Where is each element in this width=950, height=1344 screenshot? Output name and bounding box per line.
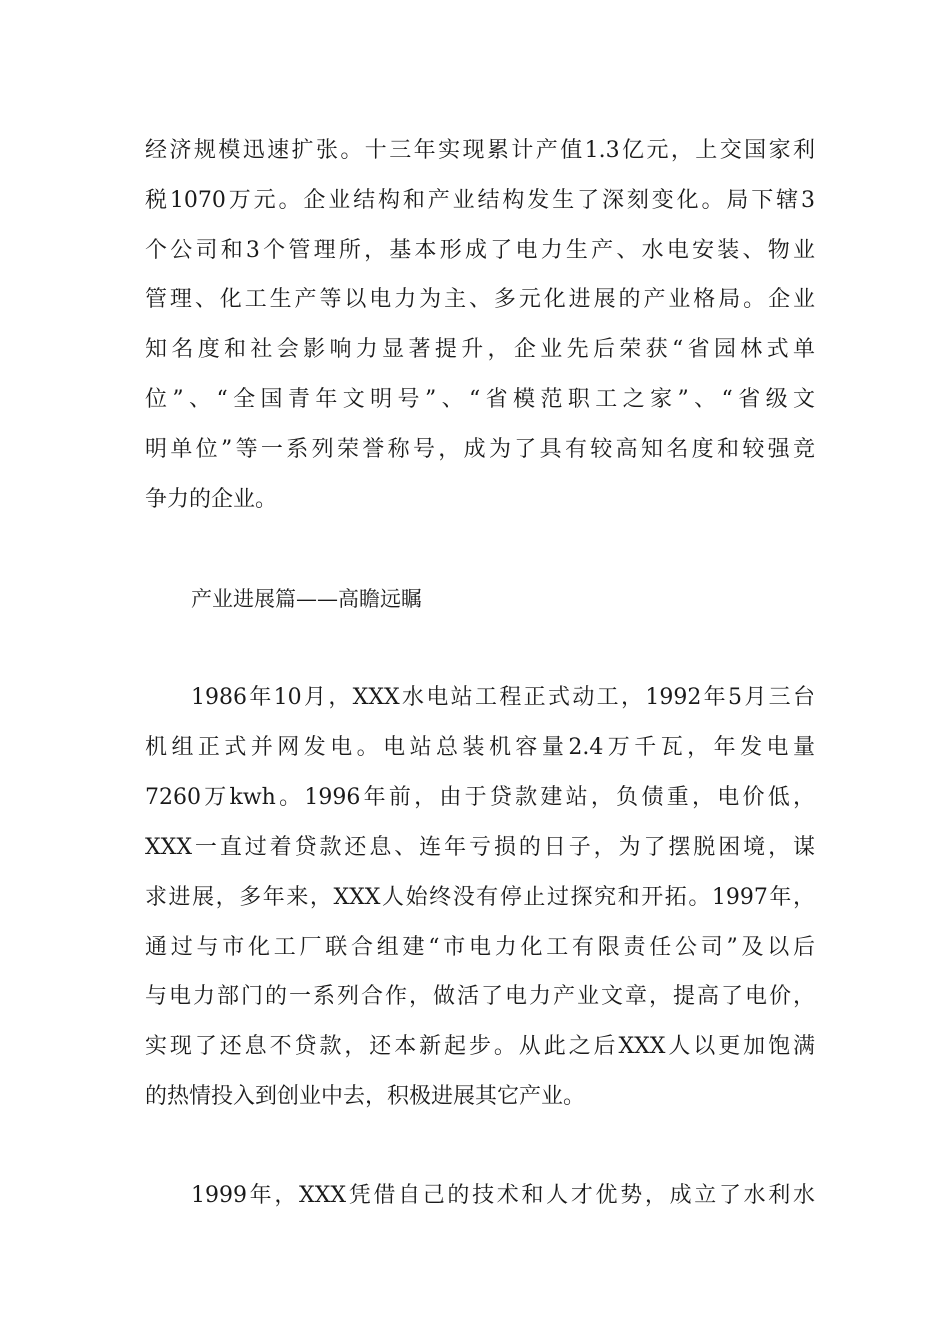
paragraph-2-line: 求进展，多年来，XXX人始终没有停止过探究和开拓。1997年， [145,885,815,910]
paragraph-2-line: 1986年10月，XXX水电站工程正式动工，1992年5月三台 [191,685,815,710]
paragraph-2-line: 通过与市化工厂联合组建“市电力化工有限责任公司”及以后 [145,935,815,960]
paragraph-2-line: 7260万kwh。1996年前，由于贷款建站，负债重，电价低， [145,785,815,810]
paragraph-1-line: 位”、“全国青年文明号”、“省模范职工之家”、“省级文 [145,387,815,412]
paragraph-1-line: 经济规模迅速扩张。十三年实现累计产值1.3亿元，上交国家利 [145,138,815,163]
paragraph-1-line: 知名度和社会影响力显著提升，企业先后荣获“省园林式单 [145,337,815,362]
paragraph-2-line: 与电力部门的一系列合作，做活了电力产业文章，提高了电价， [145,984,815,1009]
section-heading: 产业进展篇——高瞻远瞩 [191,587,422,611]
paragraph-1-line: 管理、化工生产等以电力为主、多元化进展的产业格局。企业 [145,287,815,312]
paragraph-2-line: XXX一直过着贷款还息、连年亏损的日子，为了摆脱困境，谋 [145,835,815,860]
paragraph-2-line: 实现了还息不贷款，还本新起步。从此之后XXX人以更加饱满 [145,1034,815,1059]
paragraph-3-line: 1999年，XXX凭借自己的技术和人才优势，成立了水利水 [191,1183,815,1208]
paragraph-2-line: 的热情投入到创业中去，积极进展其它产业。 [145,1084,586,1109]
paragraph-1-line: 明单位”等一系列荣誉称号，成为了具有较高知名度和较强竞 [145,437,815,462]
paragraph-1-line: 税1070万元。企业结构和产业结构发生了深刻变化。局下辖3 [145,188,815,213]
paragraph-1-line: 争力的企业。 [145,487,278,512]
paragraph-2-line: 机组正式并网发电。电站总装机容量2.4万千瓦，年发电量 [145,735,815,760]
paragraph-1-line: 个公司和3个管理所，基本形成了电力生产、水电安装、物业 [145,238,815,263]
